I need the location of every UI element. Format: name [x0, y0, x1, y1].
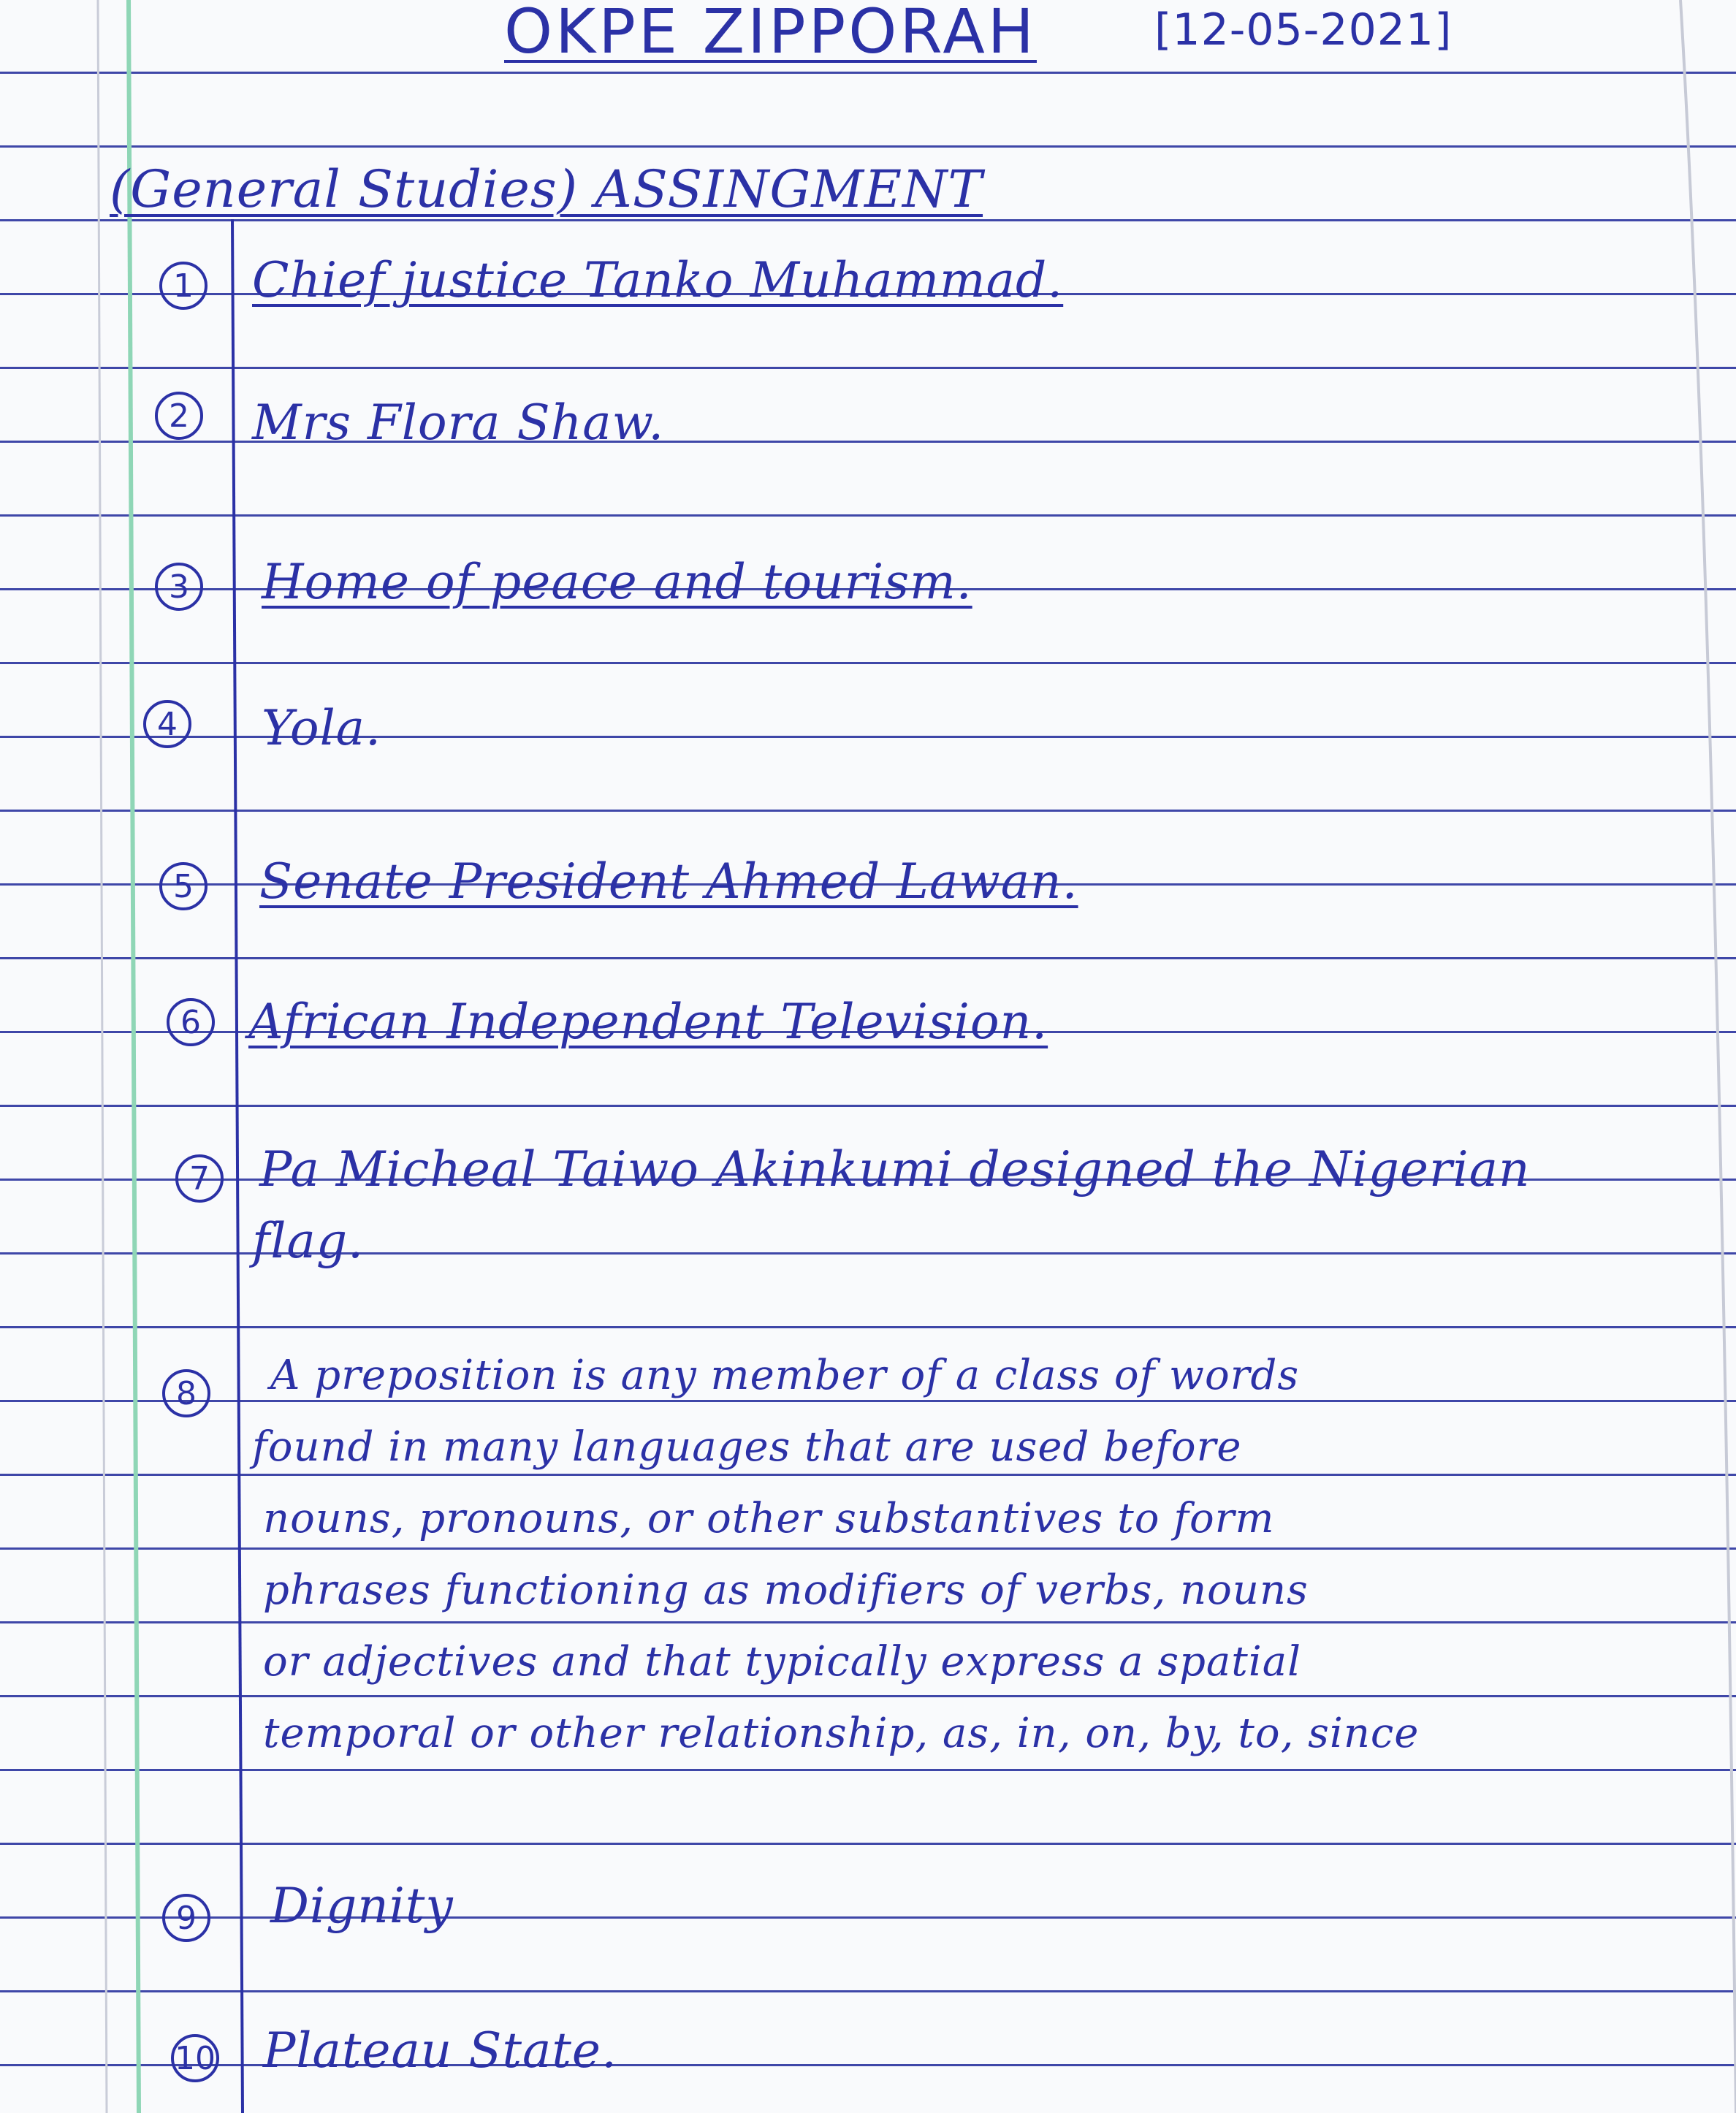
answer-2: Mrs Flora Shaw. — [252, 395, 665, 451]
answer-number-3: 3 — [155, 563, 203, 611]
answer-number-8: 8 — [162, 1369, 210, 1417]
answer-10: Plateau State. — [263, 2022, 617, 2079]
assignment-date: [12-05-2021] — [1154, 4, 1453, 56]
answer-6: African Independent Television. — [248, 994, 1048, 1050]
answer-7-line-1: Pa Micheal Taiwo Akinkumi designed the Nigerian — [259, 1141, 1531, 1198]
binding-edge — [98, 0, 107, 2113]
answer-number-1: 1 — [159, 262, 208, 310]
answer-9: Dignity — [270, 1878, 454, 1934]
margin-line-ink — [232, 219, 243, 2113]
answer-8-line-5: or adjectives and that typically express a spatial — [263, 1638, 1302, 1686]
answer-8-line-1: A preposition is any member of a class of words — [270, 1352, 1300, 1399]
student-name: OKPE ZIPPORAH — [504, 0, 1037, 67]
assignment-title: (General Studies) ASSINGMENT — [110, 159, 983, 219]
answer-number-9: 9 — [162, 1894, 210, 1942]
answer-8-line-6: temporal or other relationship, as, in, on, by, to, since — [263, 1710, 1420, 1757]
answer-number-4: 4 — [143, 700, 191, 748]
answer-3: Home of peace and tourism. — [262, 554, 972, 610]
margin-line-green — [129, 0, 139, 2113]
answer-7-line-2: flag. — [252, 1213, 365, 1269]
answer-4: Yola. — [262, 700, 382, 756]
answer-1: Chief justice Tanko Muhammad. — [252, 252, 1064, 308]
answer-number-5: 5 — [159, 862, 208, 910]
right-page-curl — [1680, 0, 1736, 2113]
answer-8-line-2: found in many languages that are used before — [252, 1423, 1242, 1471]
answer-8-line-4: phrases functioning as modifiers of verbs, nouns — [263, 1566, 1309, 1614]
answer-8-line-3: nouns, pronouns, or other substantives to form — [263, 1495, 1275, 1542]
answer-number-6: 6 — [167, 998, 215, 1046]
answer-number-2: 2 — [155, 392, 203, 440]
answer-number-10: 10 — [171, 2034, 219, 2082]
answer-5: Senate President Ahmed Lawan. — [259, 853, 1078, 910]
answer-number-7: 7 — [175, 1154, 224, 1203]
